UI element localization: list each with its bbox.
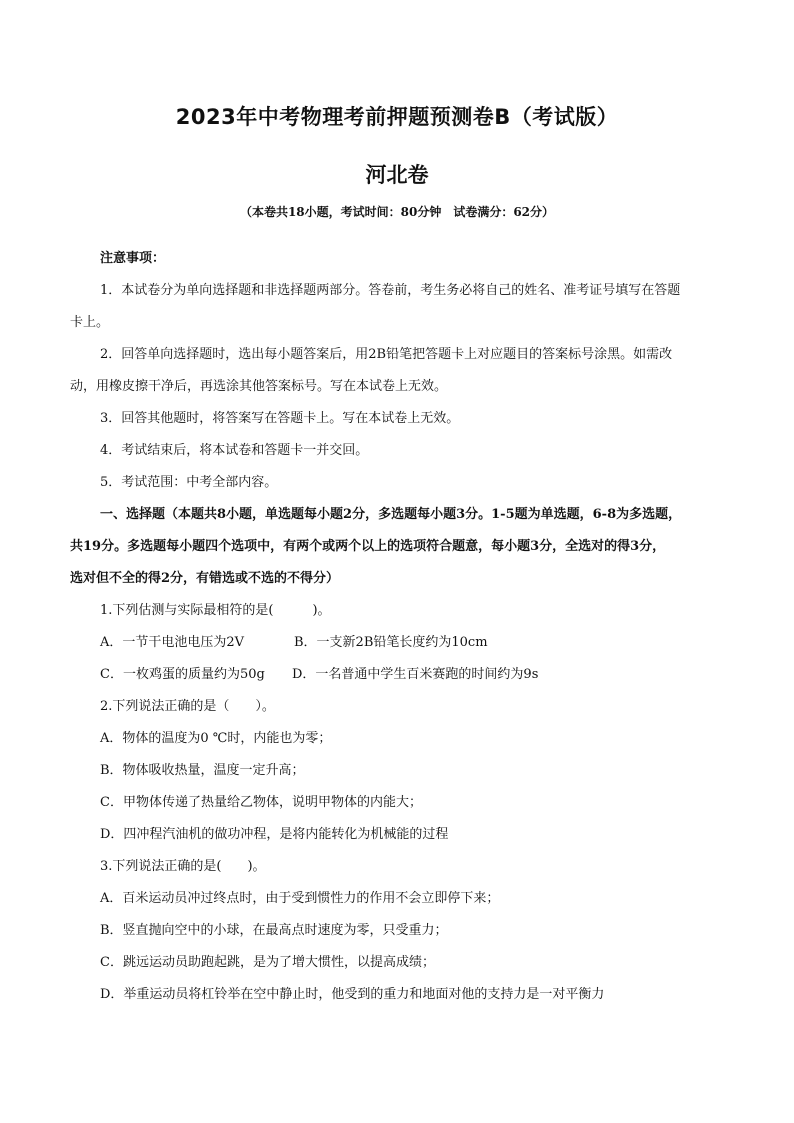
q3-option-c: C．跳远运动员助跑起跳，是为了增大惯性，以提高成绩； <box>100 955 435 970</box>
notice-item-1: 1．本试卷分为单向选择题和非选择题两部分。答卷前，考生务必将自己的姓名、准考证号填写在答题 <box>100 283 681 298</box>
notice-item-1-cont: 卡上。 <box>70 315 110 330</box>
section-heading-cont-1: 共19分。多选题每小题四个选项中，有两个或两个以上的选项符合题意，每小题3分，全选对的得3分， <box>70 539 666 554</box>
notice-item-5: 5．考试范围：中考全部内容。 <box>100 475 278 490</box>
q2-option-d: D．四冲程汽油机的做功冲程，是将内能转化为机械能的过程 <box>100 827 449 842</box>
exam-info: （本卷共18小题，考试时间：80分钟 试卷满分：62分） <box>239 205 555 219</box>
page-title: 2023年中考物理考前押题预测卷B（考试版） <box>175 105 619 129</box>
section-heading: 一、选择题（本题共8小题，单选题每小题2分，多选题每小题3分。1-5题为单选题，6-8为多选题， <box>100 507 682 522</box>
q3-option-b: B．竖直抛向空中的小球，在最高点时速度为零，只受重力； <box>100 923 448 938</box>
notice-heading: 注意事项： <box>100 251 166 266</box>
q2-option-c: C．甲物体传递了热量给乙物体，说明甲物体的内能大； <box>100 795 422 810</box>
q2-stem: 2.下列说法正确的是（ ）。 <box>100 699 275 714</box>
q1-option-a: A．一节干电池电压为2V <box>100 635 245 650</box>
notice-item-2-cont: 动，用橡皮擦干净后，再选涂其他答案标号。写在本试卷上无效。 <box>70 379 448 394</box>
q1-option-c: C．一枚鸡蛋的质量约为50g <box>100 667 265 682</box>
page-subtitle: 河北卷 <box>365 163 429 187</box>
q1-option-b: B．一支新2B铅笔长度约为10cm <box>294 635 488 650</box>
q2-option-b: B．物体吸收热量，温度一定升高； <box>100 763 305 778</box>
q1-stem: 1.下列估测与实际最相符的是( )。 <box>100 603 331 618</box>
notice-item-4: 4．考试结束后，将本试卷和答题卡一并交回。 <box>100 443 369 458</box>
q2-option-a: A．物体的温度为0 ℃时，内能也为零； <box>100 731 332 746</box>
q3-option-a: A．百米运动员冲过终点时，由于受到惯性力的作用不会立即停下来； <box>100 891 500 906</box>
section-heading-cont-2: 选对但不全的得2分，有错选或不选的不得分） <box>70 571 340 586</box>
q1-option-d: D．一名普通中学生百米赛跑的时间约为9s <box>292 667 539 682</box>
notice-item-2: 2．回答单向选择题时，选出每小题答案后，用2B铅笔把答题卡上对应题目的答案标号涂黑。如需改 <box>100 347 673 362</box>
q3-stem: 3.下列说法正确的是( )。 <box>100 859 266 874</box>
q3-option-d: D．举重运动员将杠铃举在空中静止时，他受到的重力和地面对他的支持力是一对平衡力 <box>100 987 605 1002</box>
notice-item-3: 3．回答其他题时，将答案写在答题卡上。写在本试卷上无效。 <box>100 411 460 426</box>
